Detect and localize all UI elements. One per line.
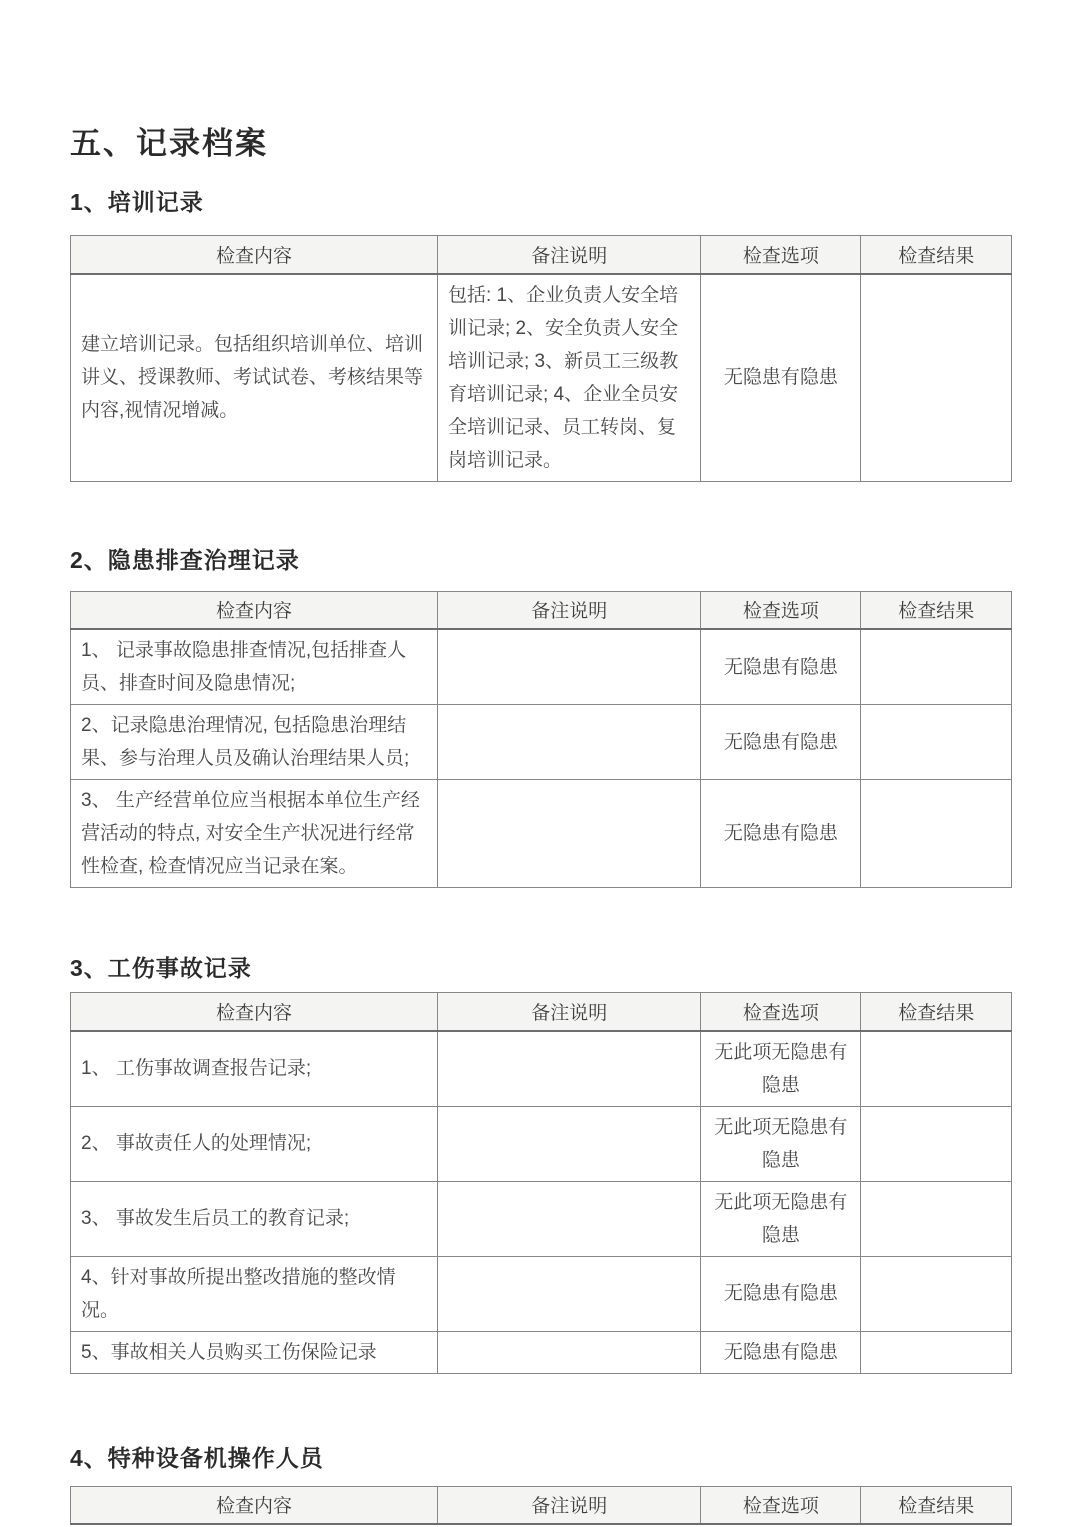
check-content-cell: 1、 工伤事故调查报告记录; <box>71 1031 438 1107</box>
table-row <box>71 1331 1012 1373</box>
section-heading-hazard-records: 2、隐患排查治理记录 <box>70 546 300 573</box>
section-heading-training-records: 1、培训记录 <box>70 189 204 215</box>
hazard-records-table <box>70 591 1012 889</box>
check-content-cell: 2、 事故责任人的处理情况; <box>71 1106 438 1181</box>
table-row <box>71 1106 1012 1181</box>
check-result-cell <box>861 1256 1012 1331</box>
check-result-cell <box>861 705 1012 780</box>
check-option-cell: 无隐患有隐患 <box>701 1256 861 1331</box>
check-option-cell: 无隐患有隐患 <box>701 1331 861 1373</box>
column-header-note: 备注说明 <box>437 591 700 629</box>
injury-records-table <box>70 992 1012 1374</box>
check-option-cell: 无隐患有隐患 <box>701 274 861 482</box>
check-content-cell: 4、针对事故所提出整改措施的整改情况。 <box>71 1256 438 1331</box>
check-option-cell: 无此项无隐患有隐患 <box>701 1106 861 1181</box>
note-cell <box>437 629 700 705</box>
column-header-note: 备注说明 <box>437 993 700 1031</box>
column-header-check-result: 检查结果 <box>861 236 1012 274</box>
check-result-cell <box>861 1331 1012 1373</box>
check-content-cell: 5、事故相关人员购买工伤保险记录 <box>71 1331 438 1373</box>
column-header-check-option: 检查选项 <box>701 993 861 1031</box>
section-heading-special-equipment-operators: 4、特种设备机操作人员 <box>70 1444 324 1471</box>
column-header-check-content: 检查内容 <box>71 591 438 629</box>
check-option-cell: 无此项无隐患有隐患 <box>701 1181 861 1256</box>
table-row <box>71 1181 1012 1256</box>
table-header-row <box>71 993 1012 1031</box>
column-header-check-result: 检查结果 <box>861 591 1012 629</box>
check-result-cell <box>861 274 1012 482</box>
column-header-check-content: 检查内容 <box>71 1486 438 1524</box>
table-row <box>71 780 1012 888</box>
check-content-cell: 3、 事故发生后员工的教育记录; <box>71 1181 438 1256</box>
note-cell <box>437 780 700 888</box>
column-header-check-result: 检查结果 <box>861 1486 1012 1524</box>
table-row <box>71 274 1012 482</box>
check-content-cell: 3、 生产经营单位应当根据本单位生产经营活动的特点, 对安全生产状况进行经常性检查, 检查情况应当记录在案。 <box>71 780 438 888</box>
check-result-cell <box>861 1106 1012 1181</box>
check-content-cell: 建立培训记录。包括组织培训单位、培训讲义、授课教师、考试试卷、考核结果等内容,视情况增减。 <box>71 274 438 482</box>
table-header-row <box>71 236 1012 274</box>
column-header-check-content: 检查内容 <box>71 993 438 1031</box>
table-row <box>71 629 1012 705</box>
column-header-check-result: 检查结果 <box>861 993 1012 1031</box>
column-header-check-option: 检查选项 <box>701 1486 861 1524</box>
column-header-note: 备注说明 <box>437 1486 700 1524</box>
check-result-cell <box>861 629 1012 705</box>
check-result-cell <box>861 1031 1012 1107</box>
table-row <box>71 1031 1012 1107</box>
check-content-cell: 2、记录隐患治理情况, 包括隐患治理结果、参与治理人员及确认治理结果人员; <box>71 705 438 780</box>
special-equipment-operators-table <box>70 1486 1012 1526</box>
section-heading-injury-records: 3、工伤事故记录 <box>70 955 252 981</box>
column-header-check-option: 检查选项 <box>701 236 861 274</box>
check-result-cell <box>861 1181 1012 1256</box>
table-row <box>71 1256 1012 1331</box>
check-option-cell: 无隐患有隐患 <box>701 705 861 780</box>
check-content-cell: 1、 记录事故隐患排查情况,包括排查人员、排查时间及隐患情况; <box>71 629 438 705</box>
page-title: 五、记录档案 <box>70 126 268 161</box>
note-cell <box>437 1106 700 1181</box>
check-option-cell: 无此项无隐患有隐患 <box>701 1031 861 1107</box>
check-result-cell <box>861 780 1012 888</box>
note-cell <box>437 1031 700 1107</box>
note-cell <box>437 1181 700 1256</box>
table-row <box>71 705 1012 780</box>
column-header-note: 备注说明 <box>437 236 700 274</box>
note-cell <box>437 1331 700 1373</box>
table-header-row <box>71 1486 1012 1524</box>
table-header-row <box>71 591 1012 629</box>
training-records-table <box>70 235 1012 482</box>
note-cell: 包括: 1、企业负责人安全培训记录; 2、安全负责人安全培训记录; 3、新员工三级教育培训记录; 4、企业全员安全培训记录、员工转岗、复岗培训记录。 <box>437 274 700 482</box>
check-option-cell: 无隐患有隐患 <box>701 629 861 705</box>
note-cell <box>437 705 700 780</box>
column-header-check-content: 检查内容 <box>71 236 438 274</box>
note-cell <box>437 1256 700 1331</box>
column-header-check-option: 检查选项 <box>701 591 861 629</box>
check-option-cell: 无隐患有隐患 <box>701 780 861 888</box>
